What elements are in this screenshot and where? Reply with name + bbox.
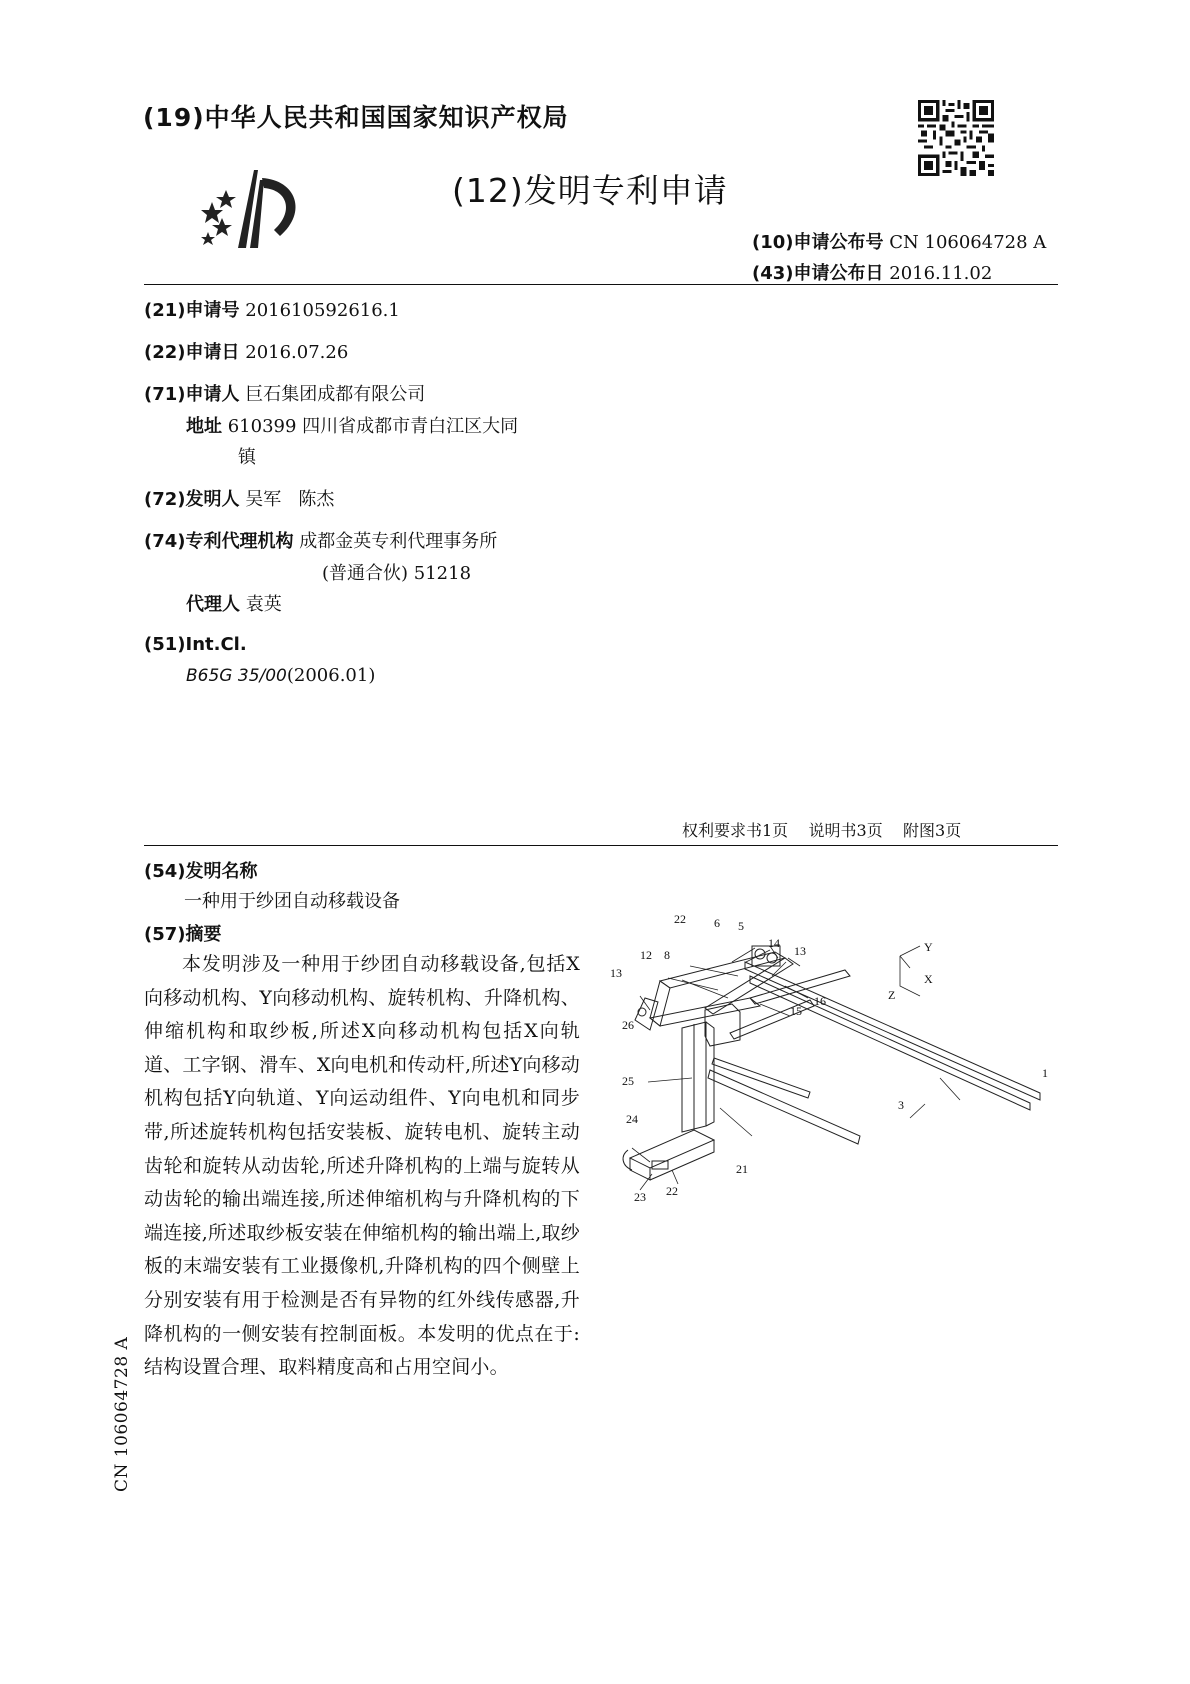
intcl-version: (2006.01) [286,665,376,686]
publication-number-row [752,228,1046,254]
address-line-2: 镇 [238,447,256,468]
applicant-row [144,380,425,406]
invention-title: 一种用于纱团自动移载设备 [184,891,400,912]
agency-line-2: (普通合伙) 51218 [322,563,472,584]
patent-figure [610,912,1070,1228]
figure-label: 3 [898,1098,904,1112]
figure-label: 16 [814,994,826,1008]
application-number-row [144,296,400,322]
application-number-label: (21)申请号 [144,300,240,321]
figure-label: 22 [674,912,686,926]
agent-label: 代理人 [186,594,240,615]
figure-label: Y [924,940,933,954]
cnipa-emblem-icon [198,160,310,256]
figure-label: 5 [738,919,744,933]
figure-label: 12 [640,948,652,962]
abstract-label: (57)摘要 [144,924,222,945]
application-date-label: (22)申请日 [144,342,240,363]
applicant-label: (71)申请人 [144,384,240,405]
title-label: (54)发明名称 [144,861,258,882]
header-divider [144,284,1058,285]
publication-number: CN 106064728 A [889,232,1047,253]
agent-row [186,590,282,616]
document-type: (12)发明专利申请 [452,171,728,210]
inventor-label: (72)发明人 [144,489,240,510]
address-line-1: 610399 四川省成都市青白江区大同 [227,416,519,437]
figure-label: 25 [622,1074,634,1088]
publication-number-label: (10)申请公布号 [752,232,884,253]
application-date-row [144,338,348,364]
intcl-row [186,665,375,686]
figure-label: 23 [634,1190,646,1204]
intcl-label: (51)Int.Cl. [144,634,247,655]
figure-label: 14 [768,936,780,950]
side-publication-number: CN 106064728 A [112,1336,132,1492]
agency-row [144,527,497,553]
address-row [186,412,518,438]
application-number: 201610592616.1 [245,300,400,321]
inventor-names: 吴军 陈杰 [245,489,335,510]
figure-label: 1 [1042,1066,1048,1080]
page-counts: 权利要求书1页 说明书3页 附图3页 [682,821,962,840]
figure-label: 13 [794,944,806,958]
agency-line-1: 成都金英专利代理事务所 [299,531,498,552]
intcl-code: B65G 35/00 [186,666,287,686]
abstract-text: 本发明涉及一种用于纱团自动移载设备,包括X向移动机构、Y向移动机构、旋转机构、升降机构、伸缩机构和取纱板,所述X向移动机构包括X向轨道、工字钢、滑车、X向电机和传动杆,所述Y向移动机构包括Y向轨道、Y向运动组件、Y向电机和同步带,所述旋转机构包括安装板、旋转电机、旋转主动齿轮和旋转从动齿轮,所述升降机构的上端与旋转从动齿轮的输出端连接,所述伸缩机构与升降机构的下端连接,所述取纱板安装在伸缩机构的输出端上,取纱板的末端安装有工业摄像机,升降机构的四个侧壁上分别安装有用于检测是否有异物的红外线传感器,升降机构的一侧安装有控制面板。本发明的优点在于:结构设置合理、取料精度高和占用空间小。 [144,953,580,1379]
figure-label: 15 [790,1004,802,1018]
agency-label: (74)专利代理机构 [144,531,294,552]
publication-date: 2016.11.02 [889,263,993,284]
agent-name: 袁英 [245,594,282,615]
publication-date-row [752,259,992,285]
figure-label: 26 [622,1018,634,1032]
figure-label: 6 [714,916,720,930]
inventor-row [144,485,334,511]
address-label: 地址 [186,416,222,437]
figure-label: X [924,972,933,986]
figure-label: 22 [666,1184,678,1198]
office-name: (19)中华人民共和国国家知识产权局 [143,103,569,132]
qr-code-icon [918,100,994,176]
figure-label: 13 [610,966,622,980]
figure-label: 21 [736,1162,748,1176]
section-divider [144,845,1058,846]
figure-label: 8 [664,948,670,962]
application-date: 2016.07.26 [245,342,349,363]
figure-label: Z [888,988,896,1002]
figure-label: 24 [626,1112,638,1126]
publication-date-label: (43)申请公布日 [752,263,884,284]
applicant-name: 巨石集团成都有限公司 [245,384,426,405]
